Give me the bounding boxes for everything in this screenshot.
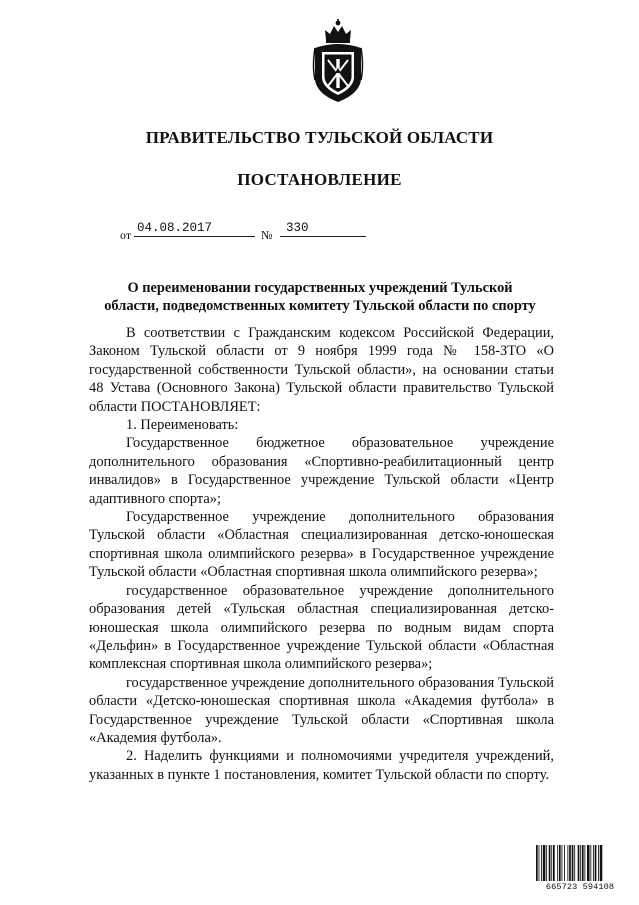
- date-underline: [134, 236, 255, 237]
- barcode-bar: [578, 845, 580, 881]
- body-paragraph: государственное образовательное учреждение дополнительного образования детей «Тульская областная специализированная детско-юношеская школа олимпийского резерва по водным видам спорта «Дельфин» в Государственное учреждение Тульской области «Областная комплексная спортивная школа олимпийского резерва»;: [89, 582, 554, 673]
- barcode-bar: [590, 845, 591, 881]
- barcode-bar: [546, 845, 547, 881]
- barcode-bar: [598, 845, 599, 881]
- barcode-digits: 665723 594108: [545, 882, 615, 892]
- barcode-bar: [536, 845, 538, 881]
- barcode-bar: [572, 845, 574, 881]
- barcode-icon: [536, 845, 624, 881]
- barcode-bar: [595, 845, 597, 881]
- number-label: №: [261, 228, 273, 242]
- barcode-bar: [549, 845, 551, 881]
- document-date: 04.08.2017: [137, 221, 213, 235]
- body-paragraph: Государственное бюджетное образовательное учреждение дополнительного образования «Спортивно-реабилитационный центр инвалидов» в Государственное учреждение Тульской области «Центр адаптивного спорта»;: [89, 435, 554, 507]
- government-title: ПРАВИТЕЛЬСТВО ТУЛЬСКОЙ ОБЛАСТИ: [145, 128, 494, 147]
- date-number-line: [120, 222, 380, 242]
- document-body: [89, 324, 554, 784]
- document-type: ПОСТАНОВЛЕНИЕ: [237, 170, 402, 189]
- body-paragraph: Государственное учреждение дополнительного образования Тульской области «Областная специализированная детско-юношеская спортивная школа олимпийского резерва» в Государственное учреждение Тульской области «Областная спортивная школа олимпийского резерва»;: [89, 509, 554, 581]
- barcode-bar: [580, 845, 581, 881]
- barcode-bar: [582, 845, 584, 881]
- body-paragraph: 1. Переименовать:: [126, 417, 239, 434]
- barcode-bar: [593, 845, 594, 881]
- barcode-bar: [574, 845, 575, 881]
- barcode-bar: [557, 845, 558, 881]
- document-subject: О переименовании государственных учреждений Тульской области, подведомственных комитету Тульской области по спорту: [104, 280, 536, 314]
- barcode-bar: [600, 845, 603, 881]
- barcode-bar: [541, 845, 542, 881]
- barcode-bar: [567, 845, 568, 881]
- barcode-bar: [587, 845, 590, 881]
- barcode-bar: [569, 845, 571, 881]
- barcode-bar: [584, 845, 585, 881]
- number-underline: [280, 236, 366, 237]
- barcode-bar: [559, 845, 561, 881]
- tula-coat-of-arms-icon: [309, 18, 367, 104]
- barcode: [536, 845, 624, 895]
- barcode-bar: [553, 845, 555, 881]
- barcode-bar: [562, 845, 563, 881]
- body-paragraph: государственное учреждение дополнительного образования Тульской области «Детско-юношеская спортивная школа «Академия футбола» в Государственное учреждение Тульской области «Спортивная школа «Академия футбола».: [89, 674, 554, 746]
- body-paragraph: 2. Наделить функциями и полномочиями учредителя учреждений, указанных в пункте 1 постановления, комитет Тульской области по спорту.: [89, 748, 554, 783]
- barcode-bar: [551, 845, 552, 881]
- document-number: 330: [286, 221, 309, 235]
- date-label: от: [120, 228, 132, 242]
- barcode-bar: [564, 845, 565, 881]
- barcode-bar: [543, 845, 546, 881]
- barcode-bar: [539, 845, 540, 881]
- body-paragraph: В соответствии с Гражданским кодексом Российской Федерации, Законом Тульской области от 9 ноября 1999 года № 158-ЗТО «О государственной собственности Тульской области», на основании статьи 48 Устава (Основного Закона) Тульской области правительство Тульской области ПОСТАНОВЛЯЕТ:: [89, 325, 554, 415]
